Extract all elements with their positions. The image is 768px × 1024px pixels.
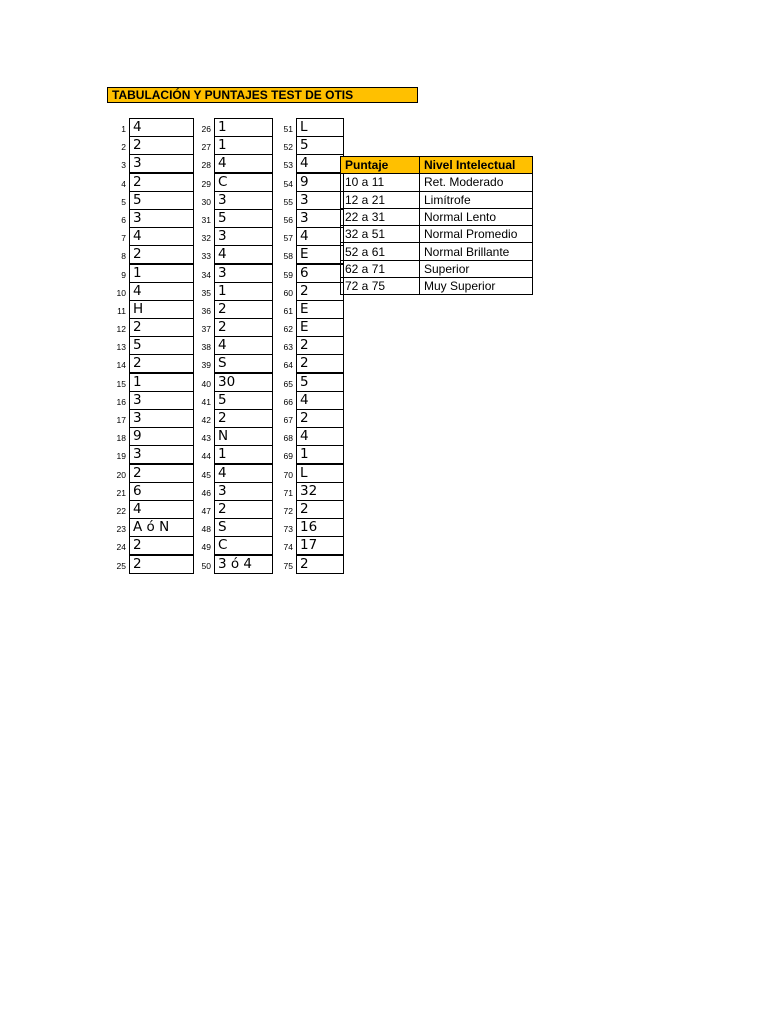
answer-cell: 2 bbox=[129, 555, 194, 574]
question-number: 16 bbox=[116, 396, 126, 407]
level-cell: Ret. Moderado bbox=[420, 174, 533, 191]
level-cell: Normal Brillante bbox=[420, 243, 533, 260]
score-range-cell: 52 a 61 bbox=[341, 243, 420, 260]
answer-cell: 3 bbox=[214, 191, 273, 210]
question-number: 71 bbox=[283, 487, 293, 498]
answer-cell: 6 bbox=[129, 482, 194, 501]
score-range-cell: 32 a 51 bbox=[341, 226, 420, 243]
answer-cell: 2 bbox=[214, 409, 273, 428]
answer-cell: 5 bbox=[129, 336, 194, 355]
answer-cell: A ó N bbox=[129, 518, 194, 537]
answer-cell: 1 bbox=[214, 282, 273, 301]
question-number: 26 bbox=[201, 124, 211, 134]
level-cell: Normal Lento bbox=[420, 208, 533, 225]
answer-cell: 3 bbox=[296, 191, 344, 210]
answer-cell: 3 bbox=[129, 209, 194, 228]
question-number: 57 bbox=[283, 233, 293, 244]
question-number: 48 bbox=[201, 524, 211, 535]
answer-cell: 3 bbox=[214, 227, 273, 246]
answer-cell: 4 bbox=[129, 227, 194, 246]
score-table-row bbox=[341, 174, 533, 191]
question-number: 61 bbox=[283, 305, 293, 316]
question-number: 56 bbox=[283, 214, 293, 225]
score-range-cell: 12 a 21 bbox=[341, 191, 420, 208]
score-table-row bbox=[341, 226, 533, 243]
answer-cell: 2 bbox=[296, 336, 344, 355]
question-number: 27 bbox=[201, 142, 211, 153]
answer-cell: 3 bbox=[129, 409, 194, 428]
question-number: 25 bbox=[116, 560, 126, 571]
answer-cell: S bbox=[214, 518, 273, 537]
question-number: 63 bbox=[283, 342, 293, 353]
question-number: 21 bbox=[116, 487, 126, 498]
answer-cell: 2 bbox=[296, 282, 344, 301]
answer-cell: 9 bbox=[129, 427, 194, 446]
question-number: 66 bbox=[283, 396, 293, 407]
answer-cell: 17 bbox=[296, 536, 344, 555]
question-number: 73 bbox=[283, 524, 293, 535]
question-number: 28 bbox=[201, 160, 211, 171]
answer-cell: 4 bbox=[214, 336, 273, 355]
question-number: 3 bbox=[121, 160, 126, 171]
question-number: 7 bbox=[121, 233, 126, 244]
question-number: 12 bbox=[116, 324, 126, 335]
question-number: 9 bbox=[121, 269, 126, 280]
answer-cell: E bbox=[296, 300, 344, 319]
question-number: 44 bbox=[201, 451, 211, 462]
question-number: 70 bbox=[283, 469, 293, 480]
answer-cell: 2 bbox=[129, 318, 194, 337]
answer-cell: 5 bbox=[214, 391, 273, 410]
question-number: 4 bbox=[121, 178, 126, 189]
answer-cell: 5 bbox=[296, 373, 344, 392]
question-number: 42 bbox=[201, 415, 211, 425]
question-number: 65 bbox=[283, 378, 293, 389]
answer-cell: 3 ó 4 bbox=[214, 555, 273, 574]
answer-cell: 6 bbox=[296, 264, 344, 283]
answer-cell: 2 bbox=[129, 464, 194, 483]
answer-cell: 4 bbox=[214, 245, 273, 264]
answer-cell: 3 bbox=[129, 154, 194, 173]
question-number: 20 bbox=[116, 469, 126, 480]
answer-cell: 2 bbox=[129, 173, 194, 192]
question-number: 68 bbox=[283, 433, 293, 444]
level-cell: Limítrofe bbox=[420, 191, 533, 208]
answer-cell: 4 bbox=[296, 227, 344, 246]
question-number: 49 bbox=[201, 542, 211, 553]
answer-cell: 4 bbox=[214, 154, 273, 173]
question-number: 64 bbox=[283, 360, 293, 371]
answer-cell: 3 bbox=[214, 482, 273, 501]
answer-cell: C bbox=[214, 173, 273, 192]
answer-cell: L bbox=[296, 464, 344, 483]
question-number: 38 bbox=[201, 342, 211, 353]
answer-cell: 16 bbox=[296, 518, 344, 537]
question-number: 47 bbox=[201, 505, 211, 516]
question-number: 50 bbox=[201, 560, 211, 571]
answer-cell: 2 bbox=[296, 409, 344, 428]
answer-cell: 4 bbox=[129, 500, 194, 519]
answer-cell: 5 bbox=[214, 209, 273, 228]
question-number: 19 bbox=[116, 451, 126, 462]
answer-cell: L bbox=[296, 118, 344, 137]
question-number: 45 bbox=[201, 469, 211, 480]
question-number: 1 bbox=[121, 124, 126, 134]
answer-cell: 3 bbox=[129, 445, 194, 464]
question-number: 69 bbox=[283, 451, 293, 462]
question-number: 54 bbox=[283, 178, 293, 189]
question-number: 51 bbox=[283, 124, 293, 134]
question-number: 32 bbox=[201, 233, 211, 244]
answer-cell: 4 bbox=[296, 427, 344, 446]
question-number: 29 bbox=[201, 178, 211, 189]
score-table-row bbox=[341, 278, 533, 295]
question-number: 14 bbox=[116, 360, 126, 371]
question-number: 74 bbox=[283, 542, 293, 553]
score-table-row bbox=[341, 260, 533, 277]
score-table bbox=[340, 156, 533, 295]
score-range-cell: 22 a 31 bbox=[341, 208, 420, 225]
answer-cell: 4 bbox=[129, 282, 194, 301]
answer-cell: 32 bbox=[296, 482, 344, 501]
answer-cell: 5 bbox=[296, 136, 344, 155]
level-cell: Normal Promedio bbox=[420, 226, 533, 243]
question-number: 31 bbox=[201, 214, 211, 225]
answer-cell: 2 bbox=[129, 136, 194, 155]
question-number: 67 bbox=[283, 415, 293, 425]
answer-cell: 1 bbox=[296, 445, 344, 464]
answer-cell: 30 bbox=[214, 373, 273, 392]
question-number: 5 bbox=[121, 196, 126, 207]
question-number: 36 bbox=[201, 305, 211, 316]
level-cell: Muy Superior bbox=[420, 278, 533, 295]
answer-cell: 2 bbox=[214, 500, 273, 519]
question-number: 13 bbox=[116, 342, 126, 353]
question-number: 43 bbox=[201, 433, 211, 444]
answer-cell: 9 bbox=[296, 173, 344, 192]
question-number: 62 bbox=[283, 324, 293, 335]
score-table-row bbox=[341, 243, 533, 260]
answer-cell: 3 bbox=[214, 264, 273, 283]
answer-cell: 4 bbox=[214, 464, 273, 483]
answer-cell: 2 bbox=[129, 245, 194, 264]
answer-cell: 5 bbox=[129, 191, 194, 210]
answer-cell: 1 bbox=[129, 264, 194, 283]
question-number: 34 bbox=[201, 269, 211, 280]
question-number: 18 bbox=[116, 433, 126, 444]
level-cell: Superior bbox=[420, 260, 533, 277]
level-header: Nivel Intelectual bbox=[420, 157, 533, 174]
question-number: 37 bbox=[201, 324, 211, 335]
question-number: 22 bbox=[116, 505, 126, 516]
question-number: 41 bbox=[201, 396, 211, 407]
question-number: 55 bbox=[283, 196, 293, 207]
question-number: 2 bbox=[121, 142, 126, 153]
question-number: 33 bbox=[201, 251, 211, 262]
question-number: 17 bbox=[116, 415, 126, 425]
page-title: TABULACIÓN Y PUNTAJES TEST DE OTIS bbox=[107, 87, 418, 103]
score-table-header-row bbox=[341, 157, 533, 174]
question-number: 39 bbox=[201, 360, 211, 371]
question-number: 8 bbox=[121, 251, 126, 262]
question-number: 53 bbox=[283, 160, 293, 171]
answer-cell: 2 bbox=[214, 300, 273, 319]
answer-cell: 4 bbox=[296, 154, 344, 173]
answer-cell: 2 bbox=[129, 354, 194, 373]
answer-cell: 4 bbox=[296, 391, 344, 410]
question-number: 72 bbox=[283, 505, 293, 516]
score-range-cell: 10 a 11 bbox=[341, 174, 420, 191]
answer-cell: E bbox=[296, 318, 344, 337]
answer-cell: S bbox=[214, 354, 273, 373]
answer-cell: 1 bbox=[214, 445, 273, 464]
score-table-row bbox=[341, 191, 533, 208]
answer-cell: 1 bbox=[214, 136, 273, 155]
question-number: 11 bbox=[117, 305, 126, 316]
question-number: 30 bbox=[201, 196, 211, 207]
question-number: 46 bbox=[201, 487, 211, 498]
question-number: 6 bbox=[121, 214, 126, 225]
answer-cell: 1 bbox=[214, 118, 273, 137]
answer-cell: 2 bbox=[214, 318, 273, 337]
question-number: 35 bbox=[201, 287, 211, 298]
question-number: 24 bbox=[116, 542, 126, 553]
score-header: Puntaje bbox=[341, 157, 420, 174]
question-number: 40 bbox=[201, 378, 211, 389]
answer-cell: 3 bbox=[296, 209, 344, 228]
answer-cell: 3 bbox=[129, 391, 194, 410]
answer-cell: E bbox=[296, 245, 344, 264]
answer-cell: 2 bbox=[296, 354, 344, 373]
question-number: 58 bbox=[283, 251, 293, 262]
question-number: 75 bbox=[283, 560, 293, 571]
question-number: 60 bbox=[283, 287, 293, 298]
answer-cell: N bbox=[214, 427, 273, 446]
question-number: 10 bbox=[116, 287, 126, 298]
answer-cell: C bbox=[214, 536, 273, 555]
answer-cell: 2 bbox=[129, 536, 194, 555]
score-range-cell: 62 a 71 bbox=[341, 260, 420, 277]
answer-cell: 4 bbox=[129, 118, 194, 137]
question-number: 59 bbox=[283, 269, 293, 280]
score-table-row bbox=[341, 208, 533, 225]
answer-cell: 2 bbox=[296, 500, 344, 519]
answer-cell: 1 bbox=[129, 373, 194, 392]
score-range-cell: 72 a 75 bbox=[341, 278, 420, 295]
question-number: 23 bbox=[116, 524, 126, 535]
answer-cell: 2 bbox=[296, 555, 344, 574]
question-number: 15 bbox=[116, 378, 126, 389]
answer-cell: H bbox=[129, 300, 194, 319]
question-number: 52 bbox=[283, 142, 293, 153]
